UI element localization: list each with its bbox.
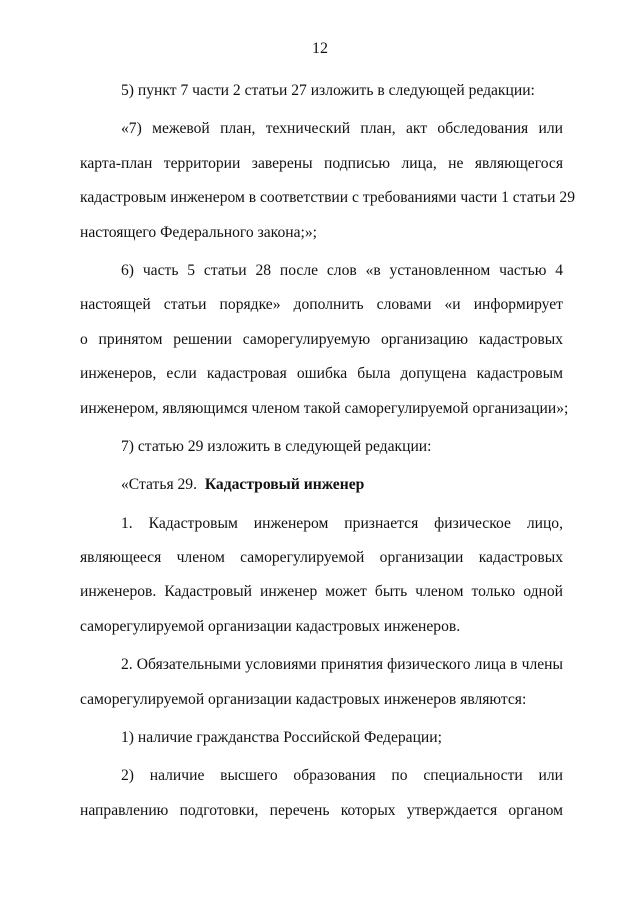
paragraph-line: настоящей статьи порядке» дополнить словами «и информирует <box>80 296 563 314</box>
article-heading-prefix: «Статья 29. <box>121 476 198 494</box>
paragraph-line: инженеров, если кадастровая ошибка была допущена кадастровым <box>80 365 563 383</box>
paragraph-line: карта-план территории заверены подписью лица, не являющегося <box>80 154 563 172</box>
article-heading-title: Кадастровый инженер <box>204 476 365 494</box>
paragraph-line: инженером, являющимся членом такой саморегулируемой организации»; <box>80 399 569 417</box>
article-heading <box>80 468 563 502</box>
paragraph-line: кадастровым инженером в соответствии с требованиями части 1 статьи 29 <box>80 189 575 207</box>
paragraph-line: настоящего Федерального закона;»; <box>80 223 317 241</box>
paragraph-line: направлению подготовки, перечень которых утверждается органом <box>80 801 563 819</box>
paragraph-line: «7) межевой план, технический план, акт обследования или <box>121 120 563 138</box>
paragraph-line: 2) наличие высшего образования по специальности или <box>121 767 563 785</box>
paragraph-line: 2. Обязательными условиями принятия физического лица в члены <box>121 656 563 674</box>
paragraph-line: о принятом решении саморегулируемую организацию кадастровых <box>80 330 563 348</box>
paragraph-line: 7) статью 29 изложить в следующей редакции: <box>121 437 432 455</box>
paragraph-line: саморегулируемой организации кадастровых инженеров являются: <box>80 690 527 708</box>
paragraph-line: 1. Кадастровым инженером признается физическое лицо, <box>121 514 563 532</box>
paragraph-line: саморегулируемой организации кадастровых инженеров. <box>80 617 461 635</box>
paragraph-line: являющееся членом саморегулируемой организации кадастровых <box>80 549 563 567</box>
paragraph-line: 6) часть 5 статьи 28 после слов «в установленном частью 4 <box>121 261 563 279</box>
paragraph-line: 1) наличие гражданства Российской Федерации; <box>121 729 442 747</box>
paragraph-line: инженеров. Кадастровый инженер может быть членом только одной <box>80 583 563 601</box>
page-number: 12 <box>312 40 328 57</box>
document-body <box>80 74 575 828</box>
paragraph-line: 5) пункт 7 части 2 статьи 27 изложить в следующей редакции: <box>121 82 535 99</box>
